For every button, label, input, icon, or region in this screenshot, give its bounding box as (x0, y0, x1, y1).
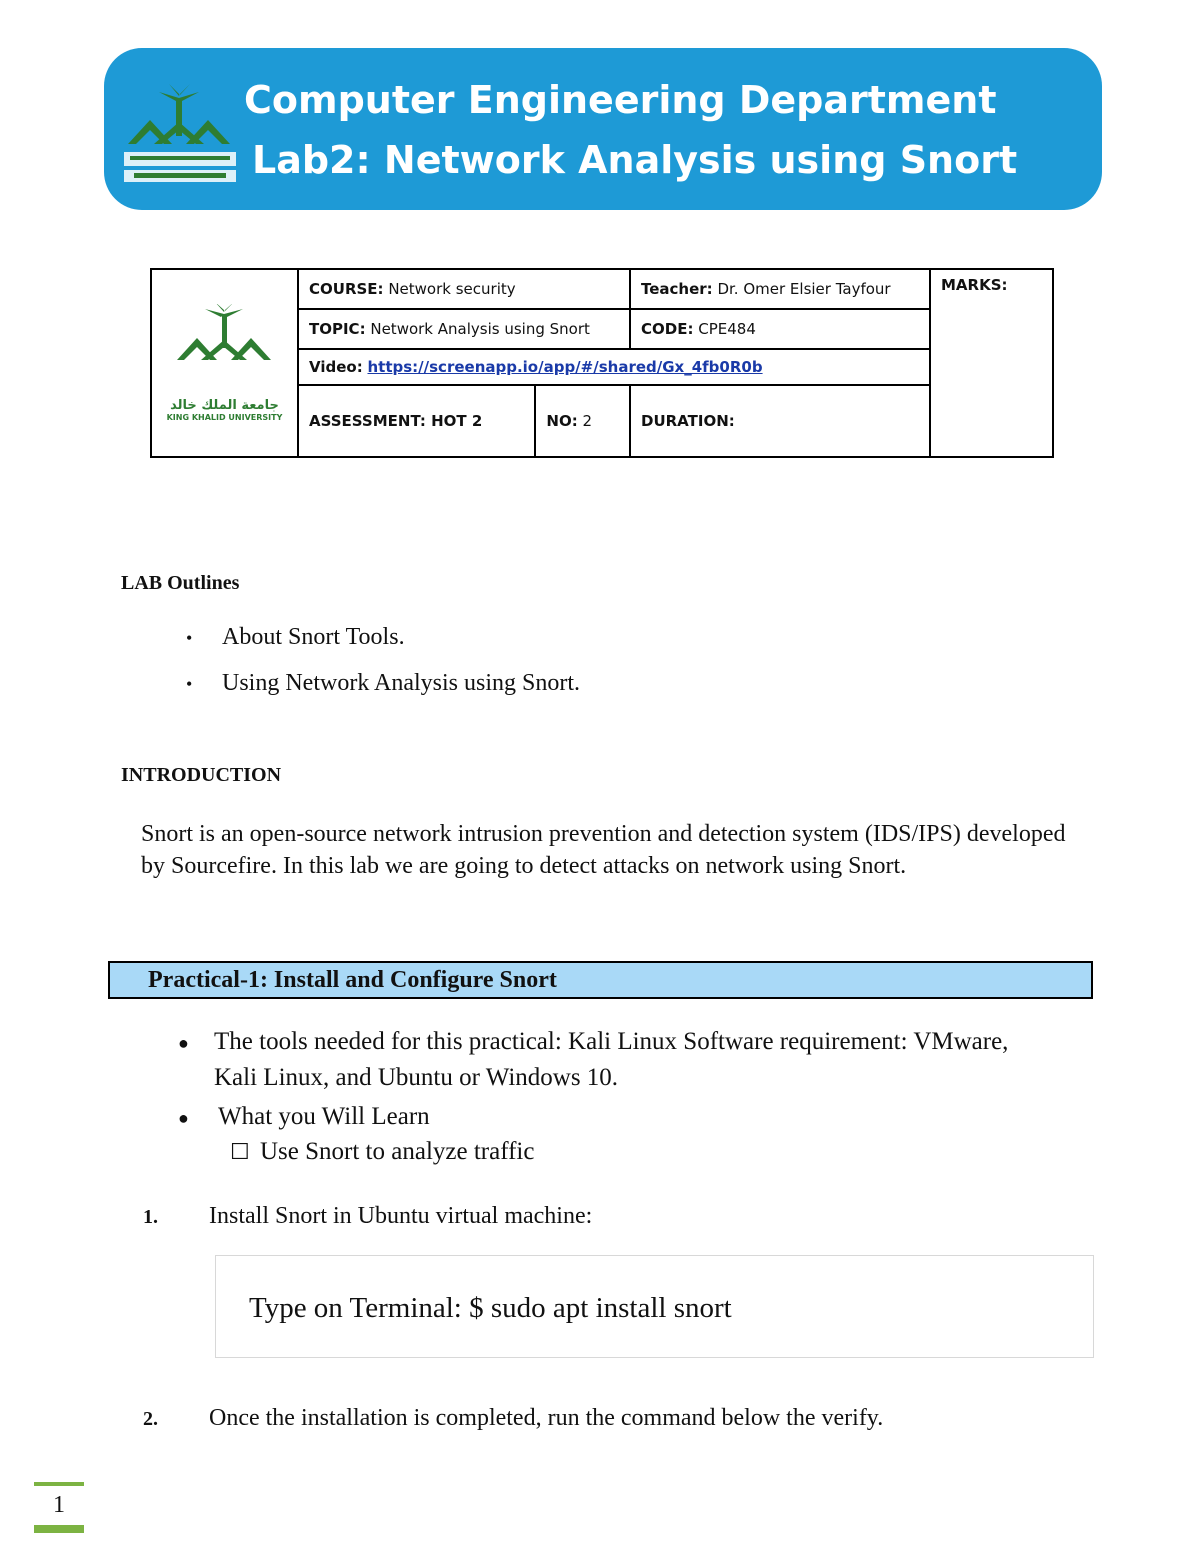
tools-line-1: The tools needed for this practical: Kali Linux Software requirement: VMware, (214, 1028, 1009, 1055)
bullet-icon: • (186, 673, 193, 694)
bullet-icon: • (186, 627, 193, 648)
list-item (178, 1028, 1008, 1056)
topic-label: TOPIC: (309, 320, 366, 338)
introduction-heading: INTRODUCTION (121, 764, 282, 786)
code-value: CPE484 (698, 320, 756, 338)
video-cell (298, 349, 930, 385)
duration-cell (630, 385, 930, 457)
learn-item: Use Snort to analyze traffic (260, 1138, 535, 1165)
bullet-icon: ● (178, 1032, 189, 1053)
no-cell (535, 385, 630, 457)
kku-palm-logo-icon (124, 84, 236, 184)
marks-cell (930, 269, 1053, 457)
teacher-label: Teacher: (641, 280, 713, 298)
no-value: 2 (582, 412, 593, 430)
learn-label: What you Will Learn (218, 1103, 430, 1130)
duration-label: DURATION: (641, 412, 735, 430)
checkbox-icon: ☐ (230, 1139, 250, 1164)
kku-logo-icon (169, 304, 281, 404)
university-logo (151, 269, 298, 457)
video-label: Video: (309, 358, 363, 376)
step-text: Once the installation is completed, run the command below the verify. (209, 1405, 884, 1431)
page-number (34, 1482, 84, 1533)
course-info-table (150, 268, 1054, 458)
list-item (178, 1103, 430, 1131)
topic-cell (298, 309, 630, 349)
step-2 (143, 1405, 883, 1432)
no-label: NO: (546, 412, 578, 430)
code-label: CODE: (641, 320, 694, 338)
lab-title: Lab2: Network Analysis using Snort (252, 138, 1018, 182)
outline-item-text: About Snort Tools. (222, 624, 405, 650)
page-number-bar (34, 1525, 84, 1533)
assessment-label: ASSESSMENT: HOT 2 (309, 412, 483, 430)
marks-label: MARKS: (941, 276, 1008, 294)
page-number-text: 1 (53, 1492, 65, 1518)
step-text: Install Snort in Ubuntu virtual machine: (209, 1203, 593, 1229)
course-cell (298, 269, 630, 309)
list-item (230, 1138, 534, 1166)
list-item (186, 624, 405, 651)
video-link[interactable]: https://screenapp.io/app/#/shared/Gx_4fb0R0b (367, 358, 763, 376)
introduction-text: Snort is an open-source network intrusion prevention and detection system (IDS/IPS) developed by Sourcefire. In this lab we are going to detect attacks on network using Snort. (141, 821, 1066, 879)
practical-title: Practical-1: Install and Configure Snort (148, 967, 557, 993)
logo-english-text: KING KHALID UNIVERSITY (166, 413, 283, 422)
teacher-cell (630, 269, 930, 309)
step-number: 1. (143, 1206, 158, 1228)
list-item (186, 670, 580, 697)
terminal-command-box (215, 1255, 1094, 1358)
course-value: Network security (388, 280, 516, 298)
outlines-heading: LAB Outlines (121, 572, 240, 594)
course-label: COURSE: (309, 280, 384, 298)
assessment-cell (298, 385, 535, 457)
teacher-value: Dr. Omer Elsier Tayfour (717, 280, 891, 298)
tools-line-2: Kali Linux, and Ubuntu or Windows 10. (214, 1064, 619, 1091)
step-1 (143, 1203, 592, 1230)
department-title: Computer Engineering Department (244, 78, 997, 122)
code-cell (630, 309, 930, 349)
header-banner (104, 48, 1102, 210)
topic-value: Network Analysis using Snort (370, 320, 590, 338)
bullet-icon: ● (178, 1107, 189, 1128)
practical-header (108, 961, 1093, 999)
outline-item-text: Using Network Analysis using Snort. (222, 670, 581, 696)
step-number: 2. (143, 1408, 158, 1430)
terminal-command: Type on Terminal: $ sudo apt install snort (249, 1292, 732, 1324)
logo-arabic-text: جامعة الملك خالد (170, 398, 279, 413)
